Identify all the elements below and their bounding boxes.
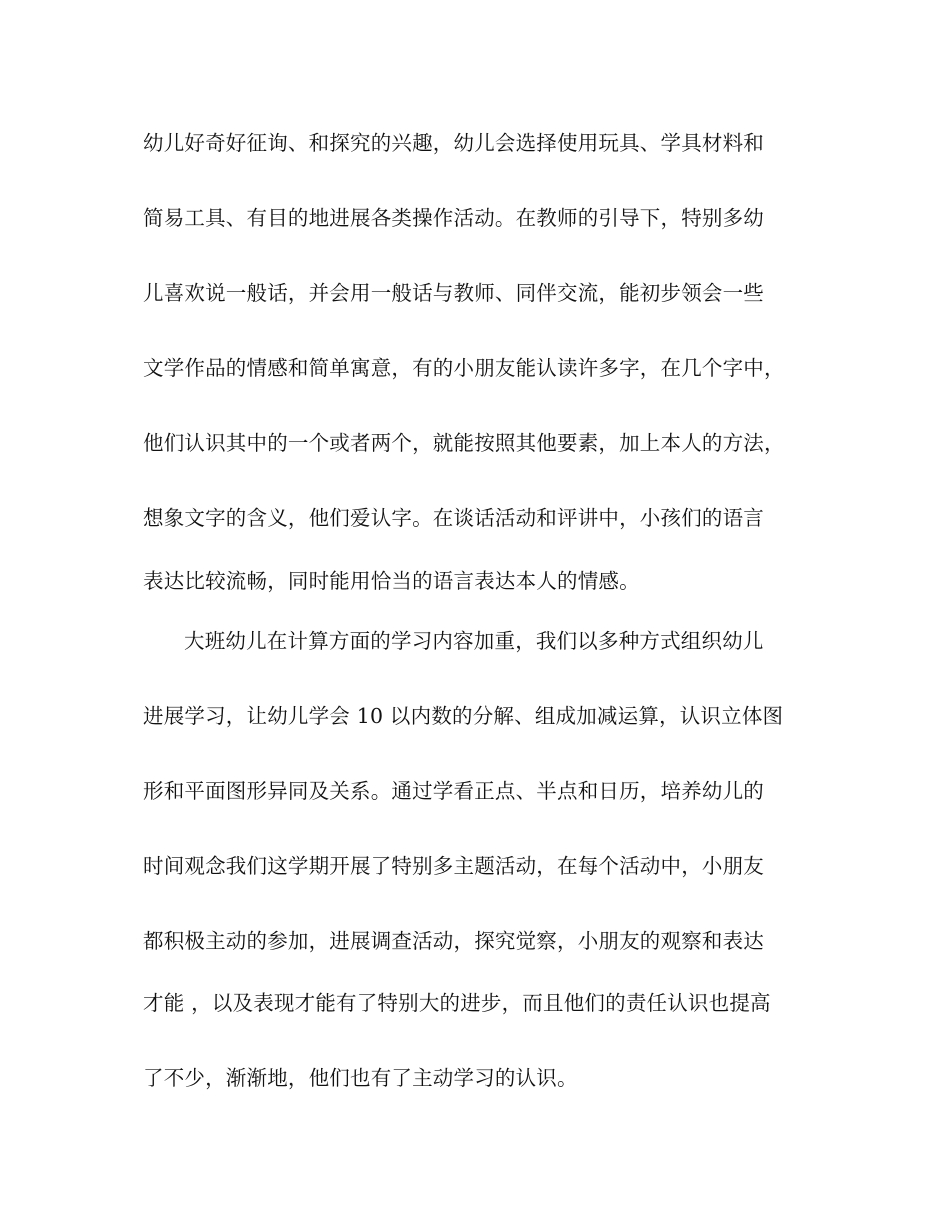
paragraph-1-line-2: 简易工具、有目的地进展各类操作活动。在教师的引导下，特别多幼 — [143, 206, 764, 230]
paragraph-2-line-1: 大班幼儿在计算方面的学习内容加重，我们以多种方式组织幼儿 — [184, 629, 764, 653]
paragraph-1-line-6: 想象文字的含义，他们爱认字。在谈话活动和评讲中，小孩们的语言 — [143, 506, 764, 530]
paragraph-1-line-5: 他们认识其中的一个或者两个，就能按照其他要素，加上本人的方法， — [143, 431, 785, 455]
paragraph-2-line-7: 了不少，渐渐地，他们也有了主动学习的认识。 — [143, 1066, 578, 1090]
paragraph-1-line-1: 幼儿好奇好征询、和探究的兴趣，幼儿会选择使用玩具、学具材料和 — [143, 131, 764, 155]
paragraph-2-line-4: 时间观念我们这学期开展了特别多主题活动，在每个活动中，小朋友 — [143, 854, 764, 878]
paragraph-2-line-6: 才能 ，以及表现才能有了特别大的进步，而且他们的责任认识也提高 — [143, 991, 771, 1015]
paragraph-1-line-7: 表达比较流畅，同时能用恰当的语言表达本人的情感。 — [143, 569, 640, 593]
paragraph-1-line-4: 文学作品的情感和简单寓意，有的小朋友能认读许多字，在几个字中， — [143, 356, 785, 380]
paragraph-2-line-5: 都积极主动的参加，进展调查活动，探究觉察，小朋友的观察和表达 — [143, 929, 764, 953]
paragraph-2-line-2: 进展学习，让幼儿学会 10 以内数的分解、组成加减运算，认识立体图 — [143, 704, 784, 728]
paragraph-1-line-3: 儿喜欢说一般话，并会用一般话与教师、同伴交流，能初步领会一些 — [143, 281, 764, 305]
paragraph-2-line-3: 形和平面图形异同及关系。通过学看正点、半点和日历，培养幼儿的 — [143, 779, 764, 803]
